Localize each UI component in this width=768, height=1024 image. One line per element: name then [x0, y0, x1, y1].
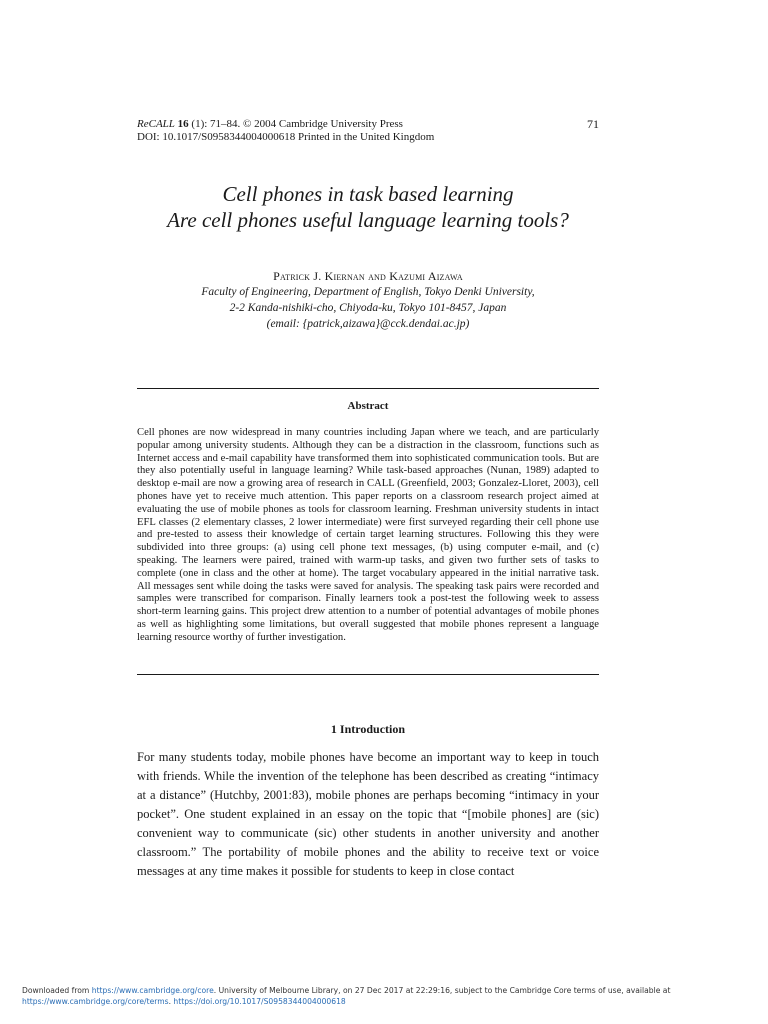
doi-line: DOI: 10.1017/S0958344004000618 Printed in the United Kingdom — [137, 131, 435, 143]
article-title — [100, 181, 636, 233]
abstract-bottom-rule — [137, 674, 599, 675]
title-line-1: Cell phones in task based learning — [222, 182, 514, 206]
footer-prefix: Downloaded from — [22, 986, 92, 995]
footer-middle: . University of Melbourne Library, on 27 Dec 2017 at 22:29:16, subject to the Cambridge Core terms of use, available at — [213, 986, 671, 995]
citation-line — [137, 118, 599, 131]
footer-link-doi[interactable]: https://doi.org/10.1017/S0958344004000618 — [173, 996, 346, 1006]
affiliation-line-1: Faculty of Engineering, Department of English, Tokyo Denki University, — [201, 286, 535, 298]
author-names: Patrick J. Kiernan and Kazumi Aizawa — [273, 269, 463, 283]
footer-link-terms[interactable]: https://www.cambridge.org/core/terms — [22, 996, 169, 1006]
journal-name: ReCALL — [137, 118, 175, 130]
abstract-heading: Abstract — [347, 400, 389, 412]
journal-header — [137, 118, 599, 144]
abstract-text: Cell phones are now widespread in many countries including Japan where we teach, and are particularly popular among university students. Although they can be a distraction in the classroom, functions such as Internet access and e-mail capability have transformed them into sophisticated communication tools. But are they also potentially useful in language learning? While task-based approaches (Nunan, 1989) adapted to desktop e-mail are now a growing area of research in CALL (Greenfield, 2003; Gonzalez-Lloret, 2003), cell phones have yet to receive much attention. This paper reports on a classroom research project aimed at evaluating the use of mobile phones as tools for classroom learning. Freshman university students in intact EFL classes (2 elementary classes, 2 lower intermediate) were first surveyed regarding their cell phone use and pre-tested to assess their knowledge of certain target learning structures. Following this they were subdivided into three groups: (a) using cell phone text messages, (b) using computer e-mail, and (c) speaking. The learners were paired, trained with warm-up tasks, and given two further sets of tasks to complete (one in class and the other at home). The target vocabulary appeared in the initial narrative task. All messages sent while doing the tasks were saved for analysis. The speaking task pairs were recorded and samples were transcribed for comparison. Finally learners took a post-test the following week to assess short-term learning gains. This project drew attention to a number of potential advantages of mobile phones as well as highlighting some limitations, but overall suggested that mobile phones represent a language learning resource worthy of further investigation. — [137, 427, 599, 643]
section-heading-introduction: 1 Introduction — [330, 722, 406, 736]
abstract-top-rule — [137, 388, 599, 389]
issue-pages: (1): 71–84. © 2004 Cambridge University Press — [188, 118, 403, 130]
footer-separator: . — [168, 996, 174, 1006]
author-email: (email: {patrick,aizawa}@cck.dendai.ac.jp) — [266, 318, 470, 330]
download-footer — [22, 986, 752, 1007]
journal-volume: 16 — [177, 118, 189, 130]
introduction-text: For many students today, mobile phones have become an important way to keep in touch with friends. While the invention of the telephone has been described as creating “intimacy at a distance” (Hutchby, 2001:83), mobile phones are perhaps becoming “intimacy in your pocket”. One student explained in an essay on the topic that “[mobile phones] are (sic) convenient way to communicate (sic) other students in another university and another classroom.” The portability of mobile phones and the ability to receive text or voice messages at any time makes it possible for students to keep in close contact — [137, 750, 599, 878]
page-number: 71 — [587, 117, 599, 131]
title-line-2: Are cell phones useful language learning tools? — [167, 208, 569, 232]
footer-link-core[interactable]: https://www.cambridge.org/core — [91, 986, 214, 995]
affiliation-line-2: 2-2 Kanda-nishiki-cho, Chiyoda-ku, Tokyo 101-8457, Japan — [229, 302, 507, 314]
author-block — [100, 268, 636, 332]
